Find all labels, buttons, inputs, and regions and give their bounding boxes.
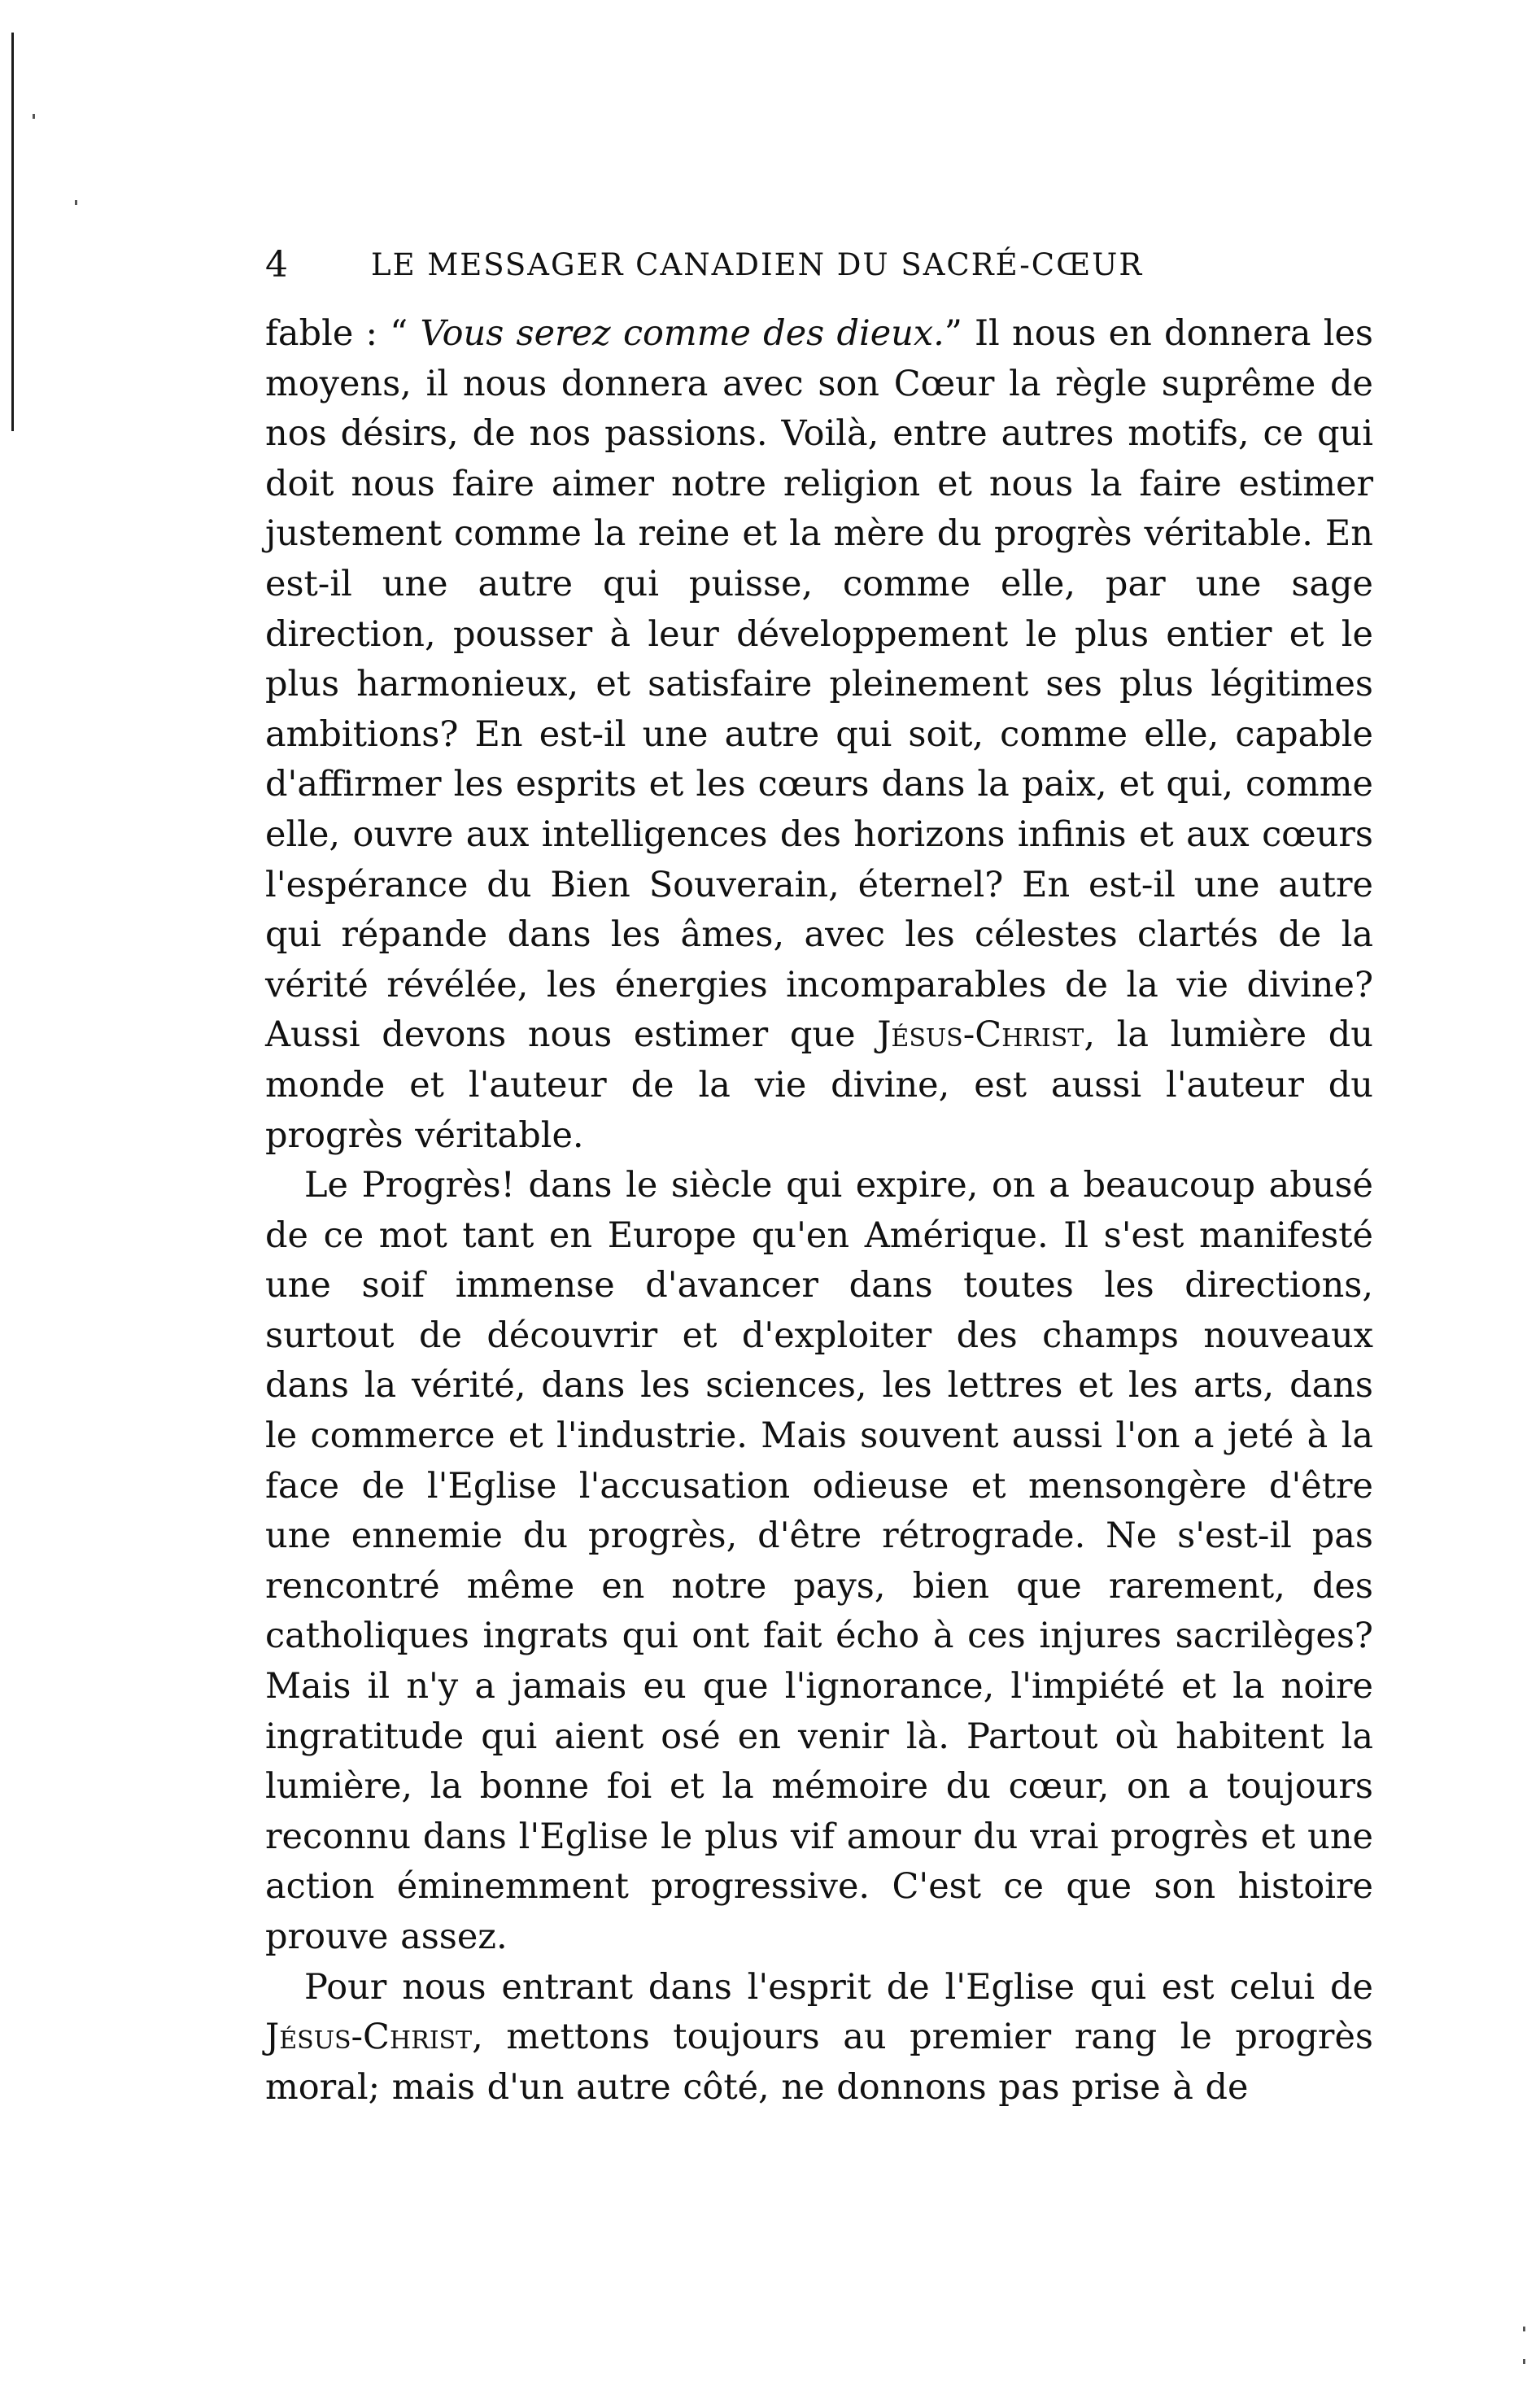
paragraph-1-opening: fable : “ <box>265 313 421 354</box>
paragraph-3-closing: , mettons toujours au premier rang le progrès moral; mais d'un autre côté, ne donnons pas prise à de <box>265 2017 1373 2108</box>
paragraph-1-closing: , la lumière du monde et l'auteur de la vie divine, est aussi l'auteur du progrès véritable. <box>265 1014 1373 1156</box>
quotation: Vous serez comme des dieux. <box>420 313 945 354</box>
paragraph-1 <box>265 309 1373 1161</box>
page-number: 4 <box>265 244 288 286</box>
scan-speck <box>33 114 35 119</box>
book-page <box>265 236 1373 2113</box>
scan-speck <box>1523 2359 1525 2364</box>
paragraph-3-opening: Pour nous entrant dans l'esprit de l'Eglise qui est celui de <box>304 1966 1373 2008</box>
name-small-caps: Jésus-Christ <box>877 1014 1084 1056</box>
running-head <box>265 236 1373 285</box>
running-title: LE MESSAGER CANADIEN DU SACRÉ-CŒUR <box>371 247 1144 282</box>
paragraph-2: Le Progrès! dans le siècle qui expire, on a beaucoup abusé de ce mot tant en Europe qu'en Amérique. Il s'est manifesté une soif immense d'avancer dans toutes les directions, surtout de découvrir et d'exploiter des champs nouveaux dans la vérité, dans les sciences, les lettres et les arts, dans le commerce et l'industrie. Mais souvent aussi l'on a jeté à la face de l'Eglise l'accusation odieuse et mensongère d'être une ennemie du progrès, d'être rétrograde. Ne s'est-il pas rencontré même en notre pays, bien que rarement, des catholiques ingrats qui ont fait écho à ces injures sacrilèges? Mais il n'y a jamais eu que l'ignorance, l'impiété et la noire ingratitude qui aient osé en venir là. Partout où habitent la lumière, la bonne foi et la mémoire du cœur, on a toujours reconnu dans l'Eglise le plus vif amour du vrai progrès et une action éminemment progressive. C'est ce que son histoire prouve assez. <box>265 1165 1373 1957</box>
scan-speck <box>75 200 77 205</box>
name-small-caps: Jésus-Christ <box>265 2017 473 2058</box>
scan-speck <box>1523 2327 1525 2331</box>
paragraph-1-body: ” Il nous en donnera les moyens, il nous donnera avec son Cœur la règle suprême de nos désirs, de nos passions. Voilà, entre autres motifs, ce qui doit nous faire aimer notre religion et nous la faire estimer justement comme la reine et la mère du progrès véritable. En est-il une autre qui puisse, comme elle, par une sage direction, pousser à leur développement le plus entier et le plus harmonieux, et satisfaire pleinement ses plus légitimes ambitions? En est-il une autre qui soit, comme elle, capable d'affirmer les esprits et les cœurs dans la paix, et qui, comme elle, ouvre aux intelligences des horizons infinis et aux cœurs l'espérance du Bien Souverain, éternel? En est-il une autre qui répande dans les âmes, avec les célestes clartés de la vérité révélée, les énergies incomparables de la vie divine? Aussi devons nous estimer que <box>265 313 1373 1056</box>
body-text <box>265 309 1373 2113</box>
scan-edge-line <box>11 33 14 431</box>
paragraph-3 <box>265 1963 1373 2113</box>
